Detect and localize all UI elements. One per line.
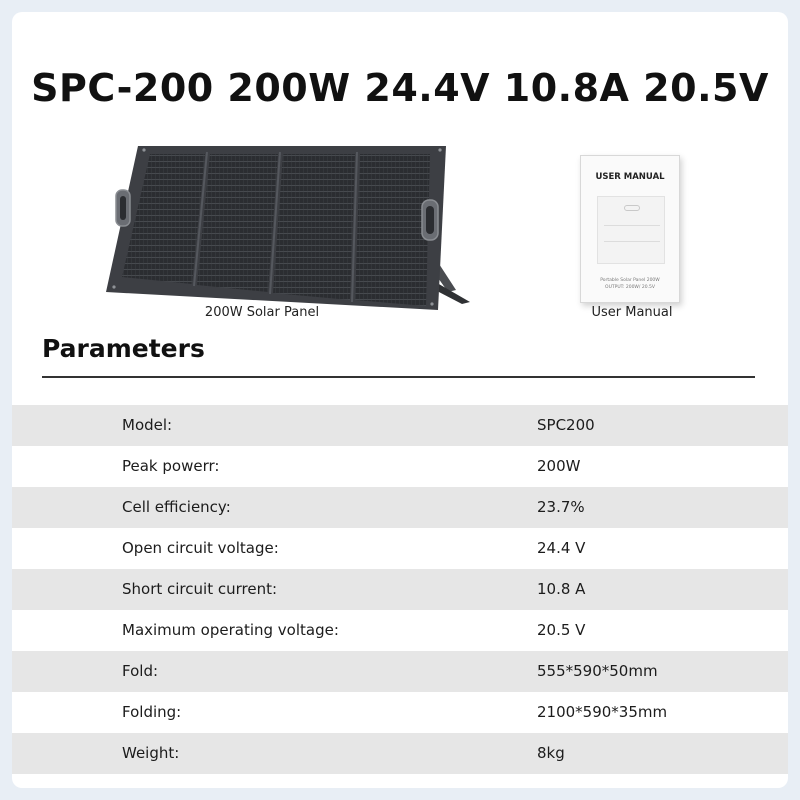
parameters-table [12,405,788,774]
table-row [12,610,788,651]
parameter-label: Model: [122,416,173,434]
table-row [12,528,788,569]
user-manual-image [580,155,680,303]
table-row [12,569,788,610]
table-row [12,651,788,692]
parameter-value: SPC200 [537,416,595,434]
table-row [12,692,788,733]
manual-cover-figure [597,196,665,264]
manual-cover-output: OUTPUT: 200W/ 20.5V [605,285,655,290]
parameter-value: 555*590*50mm [537,662,658,680]
parameter-value: 2100*590*35mm [537,703,668,721]
parameter-label: Fold: [122,662,159,680]
parameter-label: Peak powerr: [122,457,220,475]
parameter-value: 10.8 A [537,580,586,598]
solar-panel-caption: 200W Solar Panel [204,305,320,320]
table-row [12,405,788,446]
parameter-label: Open circuit voltage: [122,539,279,557]
manual-figure-handle [624,205,640,211]
table-row [12,733,788,774]
parameters-heading: Parameters [42,334,205,363]
solar-panel-image [100,132,480,317]
parameter-label: Short circuit current: [122,580,278,598]
user-manual-caption: User Manual [591,305,673,320]
parameter-value: 200W [537,457,581,475]
parameter-label: Weight: [122,744,180,762]
product-card [12,12,788,788]
parameter-value: 24.4 V [537,539,586,557]
table-row [12,487,788,528]
parameter-value: 8kg [537,744,565,762]
manual-figure-line [604,241,660,242]
parameters-divider [42,376,755,378]
parameter-label: Maximum operating voltage: [122,621,339,639]
manual-cover-subtitle: Portable Solar Panel 200W [600,278,660,283]
manual-cover-title: USER MANUAL [595,172,665,182]
parameter-value: 20.5 V [537,621,586,639]
table-row [12,446,788,487]
parameter-label: Folding: [122,703,182,721]
product-headline: SPC-200 200W 24.4V 10.8A 20.5V [31,66,769,110]
solar-panel-illustration [100,132,480,317]
parameter-value: 23.7% [537,498,585,516]
manual-figure-line [604,225,660,226]
parameter-label: Cell efficiency: [122,498,231,516]
